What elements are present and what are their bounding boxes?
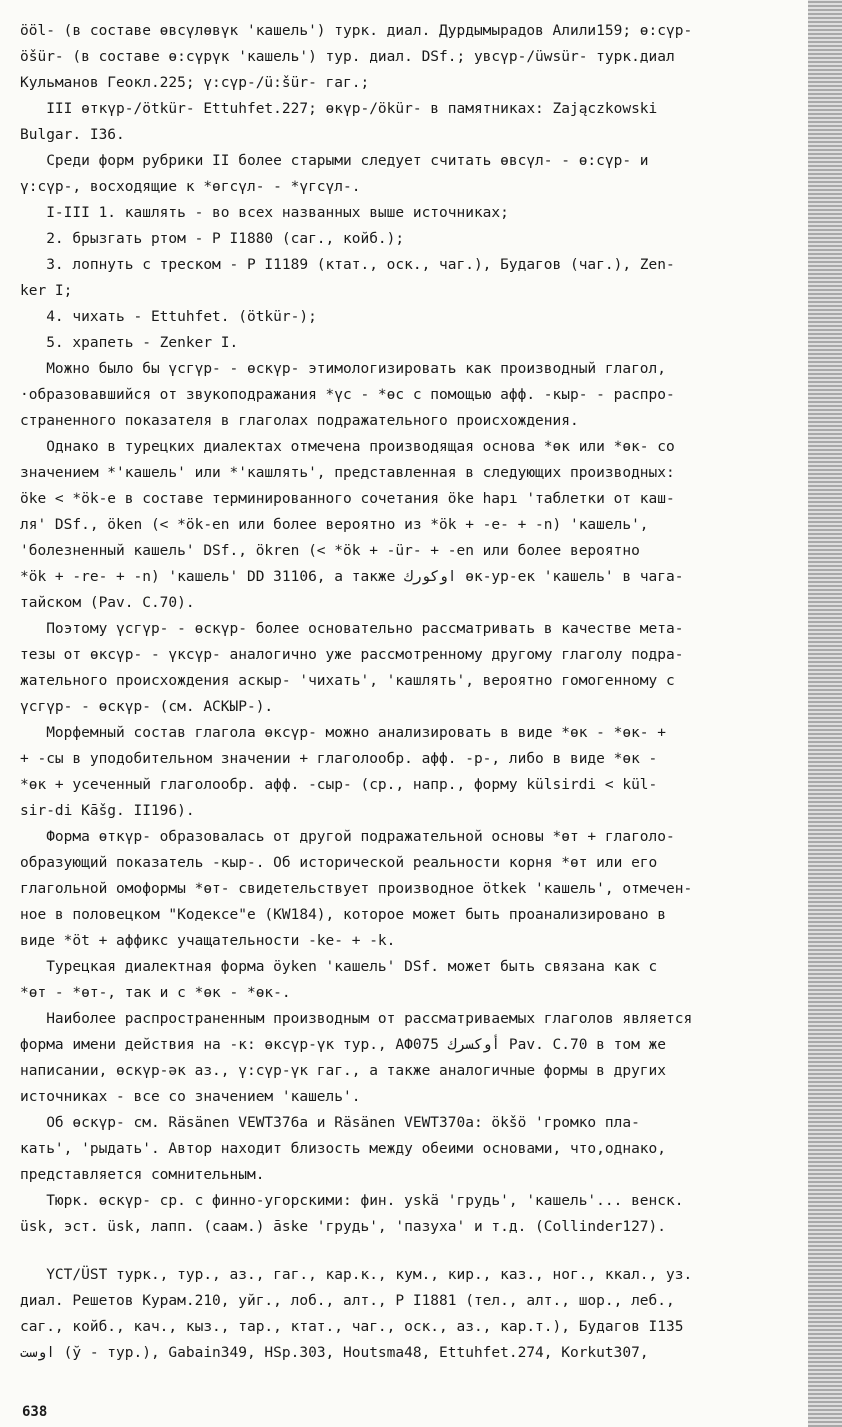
- text-line: Турецкая диалектная форма öyken 'кашель' DSf. может быть связана как с: [20, 959, 658, 975]
- text-line: üsk, эст. üsk, лапп. (саам.) āske 'грудь', 'пазуха' и т.д. (Collinder127).: [20, 1219, 667, 1235]
- text-line: öšür- (в составе ө:сүрүк 'кашель') тур. диал. DSf.; увсүр-/üwsür- турк.диал: [20, 49, 675, 65]
- text-line: ker I;: [20, 283, 73, 299]
- text-line: тайском (Pav. C.70).: [20, 595, 195, 611]
- text-line: Об өскүр- см. Räsänen VEWT376a и Räsänen VEWT370a: ökšö 'громко пла-: [20, 1115, 640, 1131]
- body-text: [20, 18, 820, 1366]
- text-line: написании, өскүр-әк аз., ү:сүр-үк гаг., а также аналогичные формы в других: [20, 1063, 667, 1079]
- text-line: Морфемный состав глагола өксүр- можно анализировать в виде *өк - *өк- +: [20, 725, 667, 741]
- text-line: кать', 'рыдать'. Автор находит близость между обеими основами, что,однако,: [20, 1141, 667, 1157]
- text-line: представляется сомнительным.: [20, 1167, 265, 1183]
- text-line: страненного показателя в глаголах подражательного происхождения.: [20, 413, 579, 429]
- text-line: источниках - все со значением 'кашель'.: [20, 1089, 361, 1105]
- text-line: sir-di Kāšg. II196).: [20, 803, 195, 819]
- text-line: Поэтому үсгүр- - өскүр- более основательно рассматривать в качестве мета-: [20, 621, 684, 637]
- text-line: *өк + усеченный глаголообр. афф. -сыр- (ср., напр., форму külsirdi < kül-: [20, 777, 658, 793]
- text-line: ҮСТ/ÜST турк., тур., аз., гаг., кар.к., кум., кир., каз., ног., ккал., уз.: [20, 1267, 693, 1283]
- text-line: саг., койб., кач., кыз., тар., ктат., чаг., оск., аз., кар.т.), Будагов I135: [20, 1319, 684, 1335]
- text-line: ля' DSf., öken (< *ök-en или более вероятно из *ök + -e- + -n) 'кашель',: [20, 517, 649, 533]
- text-line: 2. брызгать ртом - Р I1880 (саг., койб.);: [20, 231, 405, 247]
- text-line: *ök + -re- + -n) 'кашель' DD 31106, а также اوكورك өк-ур-ек 'кашель' в чага-: [20, 569, 684, 585]
- text-line: Тюрк. өскүр- ср. с финно-угорскими: фин. yskä 'грудь', 'кашель'... венск.: [20, 1193, 684, 1209]
- text-line: 5. храпеть - Zenker I.: [20, 335, 239, 351]
- text-line: *өт - *өт-, так и с *өк - *өк-.: [20, 985, 291, 1001]
- text-line: образующий показатель -кыр-. Об исторической реальности корня *өт или его: [20, 855, 658, 871]
- text-line: Однако в турецких диалектах отмечена производящая основа *өк или *өк- со: [20, 439, 675, 455]
- text-line: ·образовавшийся от звукоподражания *үс - *өс с помощью афф. -кыр- - распро-: [20, 387, 675, 403]
- text-line: диал. Решетов Курам.210, уйг., лоб., алт., Р I1881 (тел., алт., шор., леб.,: [20, 1293, 675, 1309]
- paragraph-gap: [20, 1240, 820, 1262]
- text-line: Среди форм рубрики II более старыми следует считать өвсүл- - ө:сүр- и: [20, 153, 649, 169]
- text-line: + -сы в уподобительном значении + глаголообр. афф. -р-, либо в виде *өк -: [20, 751, 658, 767]
- text-line: 3. лопнуть с треском - Р I1189 (ктат., оск., чаг.), Будагов (чаг.), Zen-: [20, 257, 675, 273]
- text-line: öke < *ök-e в составе терминированного сочетания öke hapı 'таблетки от каш-: [20, 491, 675, 507]
- text-line: значением *'кашель' или *'кашлять', представленная в следующих производных:: [20, 465, 675, 481]
- text-line: ное в половецком "Кодексе"е (KW184), которое может быть проанализировано в: [20, 907, 667, 923]
- text-line: тезы от өксүр- - үксүр- аналогично уже рассмотренному другому глаголу подра-: [20, 647, 684, 663]
- text-line: Кульманов Геокл.225; ү:сүр-/ü:šür- гаг.;: [20, 75, 370, 91]
- text-line: اوست (ў - тур.), Gabain349, HSp.303, Houtsma48, Ettuhfet.274, Korkut307,: [20, 1345, 649, 1361]
- text-line: Форма өткүр- образовалась от другой подражательной основы *өт + глаголо-: [20, 829, 675, 845]
- text-line: ү:сүр-, восходящие к *өгсүл- - *үгсүл-.: [20, 179, 361, 195]
- text-line: глагольной омоформы *өт- свидетельствует производное ötkek 'кашель', отмечен-: [20, 881, 693, 897]
- page-number: 638: [22, 1404, 48, 1420]
- text-line: 4. чихать - Ettuhfet. (ötkür-);: [20, 309, 317, 325]
- text-line: виде *öt + аффикс учащательности -ke- + -k.: [20, 933, 396, 949]
- text-line: Bulgar. I36.: [20, 127, 125, 143]
- text-line: Можно было бы үсгүр- - өскүр- этимологизировать как производный глагол,: [20, 361, 667, 377]
- text-line: жательного происхождения аскыр- 'чихать', 'кашлять', вероятно гомогенному с: [20, 673, 675, 689]
- text-line: ööl- (в составе өвсүлөвүк 'кашель') турк. диал. Дурдымырадов Алили159; ө:сүр-: [20, 23, 693, 39]
- text-line: Наиболее распространенным производным от рассматриваемых глаголов является: [20, 1011, 693, 1027]
- text-line: 'болезненный кашель' DSf., ökren (< *ök + -ür- + -en или более вероятно: [20, 543, 640, 559]
- text-line: I-III 1. кашлять - во всех названных выше источниках;: [20, 205, 509, 221]
- text-line: форма имени действия на -к: өксүр-үк тур., АФ075 أوكسرك Pav. C.70 в том же: [20, 1037, 667, 1053]
- text-line: III өткүр-/ötkür- Ettuhfet.227; өкүр-/ökür- в памятниках: Zajączkowski: [20, 101, 658, 117]
- text-line: үсгүр- - өскүр- (см. АСКЫР-).: [20, 699, 274, 715]
